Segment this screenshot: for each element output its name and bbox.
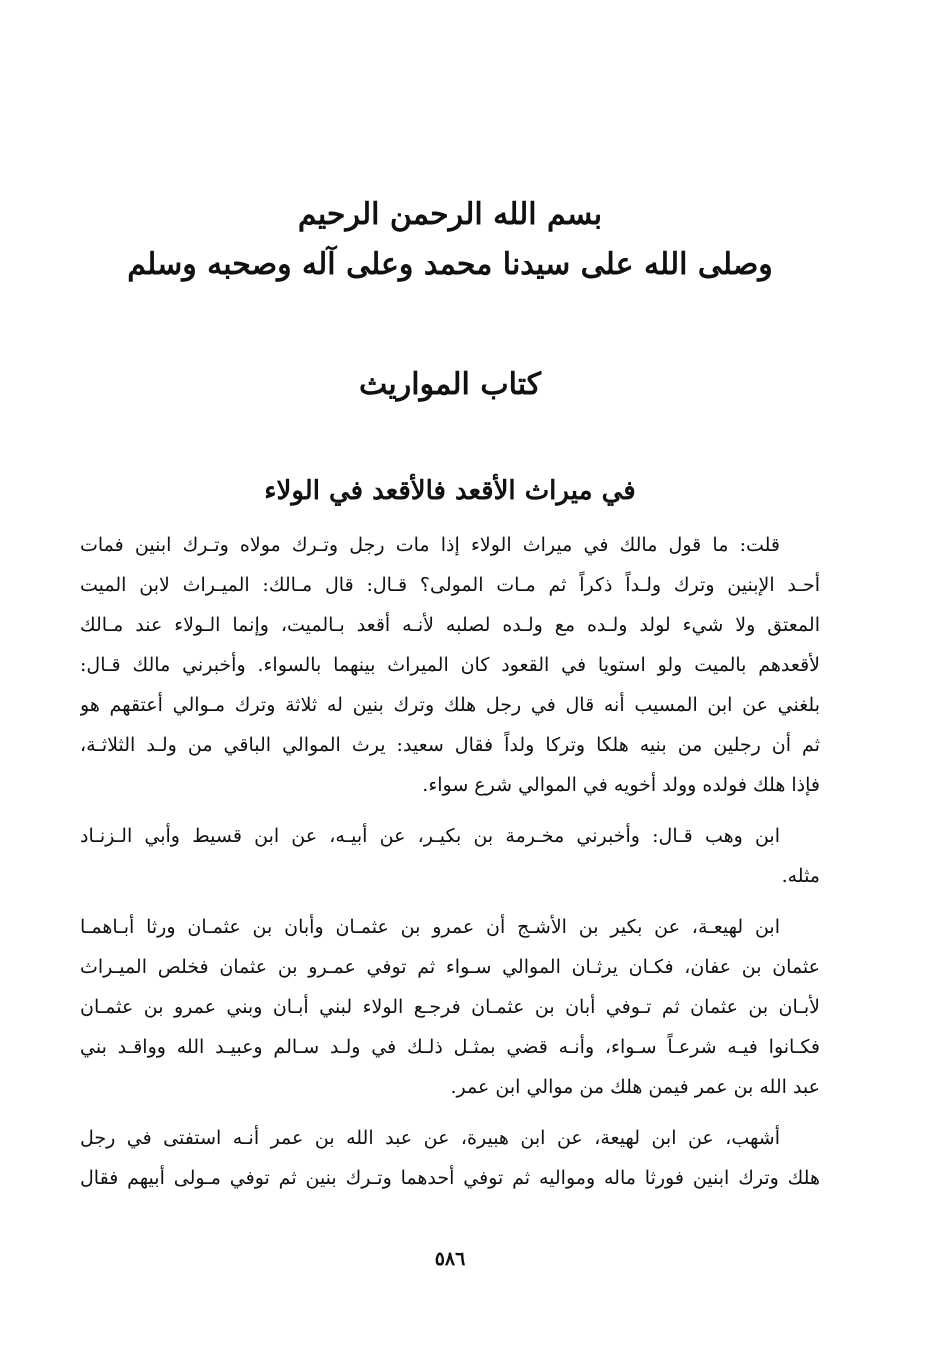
text-line: فإذا هلك فولده وولد أخويه في الموالي شرع سواء.	[422, 774, 820, 796]
text-line: أحـد الإبنين وترك ولـداً ذكراً ثم مـات المولى؟ قـال: قال مـالك: الميـراث لابن الميت	[80, 574, 820, 596]
text-line: عثمان بن عفان، فكـان يرثـان الموالي سـواء ثم توفي عمـرو بن عثمان فخلص الميـراث	[80, 956, 820, 978]
basmala-header	[80, 190, 820, 290]
body-text	[80, 525, 820, 1209]
page-number: ٥٨٦	[434, 1248, 466, 1270]
text-line: ثم أن رجلين من بنيه هلكا وتركا ولداً فقال سعيد: يرث الموالي الباقي من ولـد الثلاثـة،	[80, 734, 820, 756]
paragraph	[80, 525, 820, 805]
basmala-line: بسم الله الرحمن الرحيم	[297, 197, 603, 232]
paragraph	[80, 816, 820, 896]
text-line: هلك وترك ابنين فورثا ماله ومواليه ثم توفي أحدهما وتـرك بنين ثم توفي مـولى أبيهم فقال	[80, 1167, 820, 1189]
salawat-line: وصلى الله على سيدنا محمد وعلى آله وصحبه وسلم	[127, 247, 773, 282]
text-line: عبد الله بن عمر فيمن هلك من موالي ابن عمر.	[450, 1076, 820, 1098]
text-line: ابن وهب قـال: وأخبرني مخـرمة بن بكيـر، عن أبيـه، عن ابن قسيط وأبي الـزنـاد	[80, 825, 780, 847]
text-line: لأقعدهم بالميت ولو استويا في القعود كان الميراث بينهما بالسواء. وأخبرني مالك قـال:	[80, 654, 820, 676]
text-line: مثله.	[781, 865, 820, 887]
text-line: لأبـان بن عثمان ثم تـوفي أبان بن عثمـان فرجـع الولاء لبني أبـان وبني عمرو بن عثمـان	[80, 996, 820, 1018]
chapter-title: في ميراث الأقعد فالأقعد في الولاء	[264, 476, 636, 506]
text-line: أشهب، عن ابن لهيعة، عن ابن هبيرة، عن عبد الله بن عمر أنـه استفتى في رجل	[80, 1127, 780, 1149]
text-line: المعتق ولا شيء لولد ولـده مع ولـده لصلبه لأنـه أقعد بـالميت، وإنما الـولاء عند مـالك	[80, 614, 820, 636]
paragraph	[80, 907, 820, 1107]
text-line: فكـانوا فيـه شرعـاً سـواء، وأنـه قضي بمثـل ذلـك في ولـد سـالم وعبيـد الله وواقـد بني	[80, 1036, 820, 1058]
paragraph	[80, 1118, 820, 1198]
book-page	[80, 0, 820, 1358]
text-line: بلغني عن ابن المسيب أنه قال في رجل هلك وترك بنين له ثلاثة وترك مـوالي أعتقهم هو	[80, 694, 820, 716]
text-line: قلت: ما قول مالك في ميراث الولاء إذا مات رجل وتـرك مولاه وتـرك ابنين فمات	[80, 534, 780, 556]
book-title: كتاب المواريث	[358, 367, 542, 402]
text-line: ابن لهيعـة، عن بكير بن الأشـج أن عمرو بن عثمـان وأبان بن عثمـان ورثا أبـاهمـا	[80, 916, 780, 938]
